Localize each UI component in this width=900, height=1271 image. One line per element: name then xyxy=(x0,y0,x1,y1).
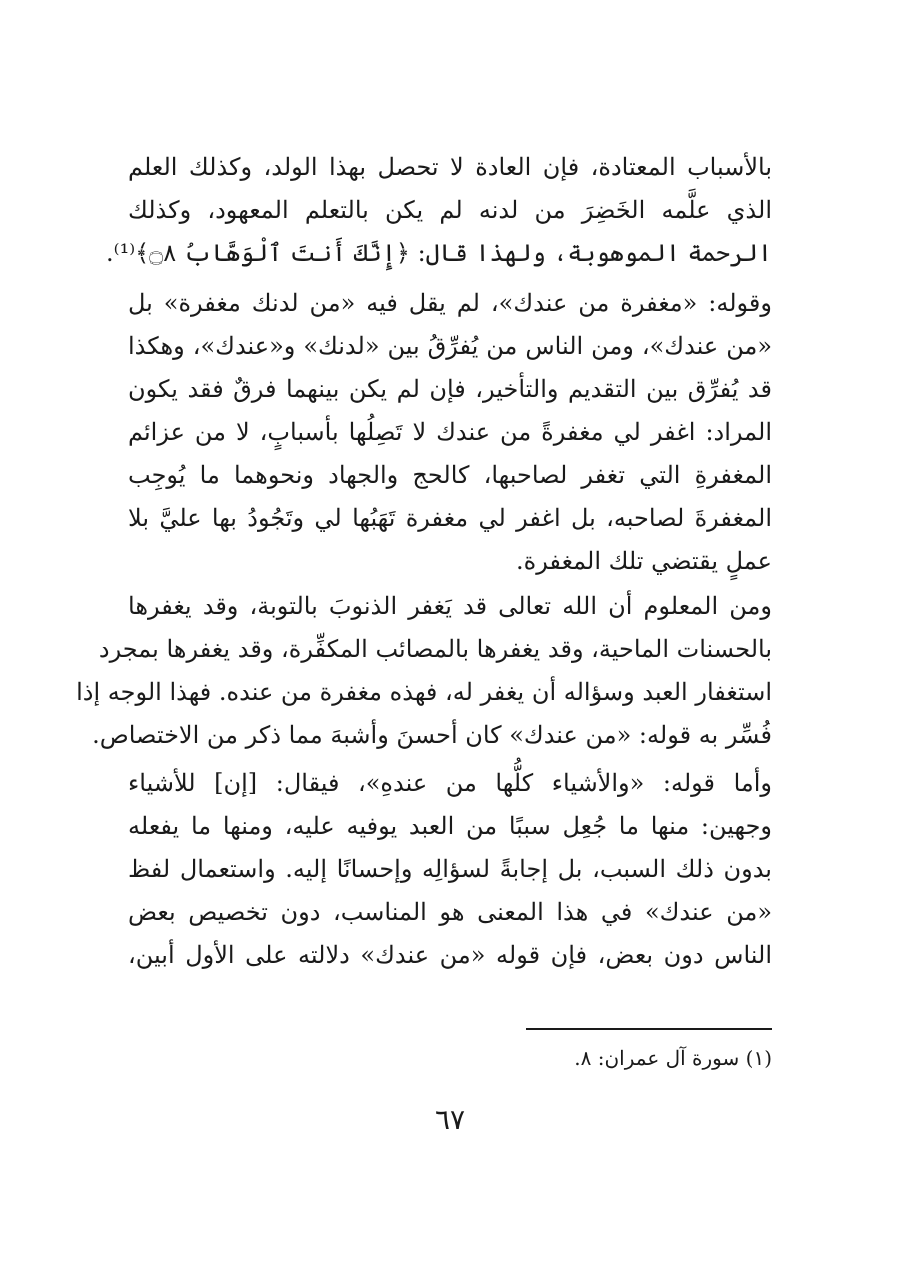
paragraph-4 xyxy=(128,762,772,977)
text-line: عملٍ يقتضي تلك المغفرة. xyxy=(515,547,772,575)
text-line: المغفرةَ لصاحبه، بل اغفر لي مغفرة تَهَبُها لي وتَجُودُ بها عليَّ بلا xyxy=(128,504,772,532)
text-line: «من عندك»، ومن الناس من يُفرِّقُ بين «لدنك» و«عندك»، وهكذا xyxy=(128,332,772,360)
text-line: وقوله: «مغفرة من عندك»، لم يقل فيه «من لدنك مغفرة» بل xyxy=(128,289,772,317)
text-line: فُسِّر به قوله: «من عندك» كان أحسنَ وأشبهَ مما ذكر من الاختصاص. xyxy=(92,721,772,749)
paragraph-1 xyxy=(106,146,773,275)
text-line: «من عندك» في هذا المعنى هو المناسب، دون تخصيص بعض xyxy=(128,898,773,926)
text-line: استغفار العبد وسؤاله أن يغفر له، فهذه مغفرة من عنده. فهذا الوجه إذا xyxy=(76,678,772,706)
text-line: وأما قوله: «والأشياء كلُّها من عندهِ»، فيقال: [إن] للأشياء xyxy=(128,769,772,797)
text-line: وجهين: منها ما جُعِل سببًا من العبد يوفيه عليه، ومنها ما يفعله xyxy=(128,812,772,840)
text-line: قد يُفرِّق بين التقديم والتأخير، فإن لم يكن بينهما فرقٌ فقد يكون xyxy=(128,375,772,403)
text-line: بالحسنات الماحية، وقد يغفرها بالمصائب المكفِّرة، وقد يغفرها بمجرد xyxy=(98,635,772,663)
text-line: المغفرةِ التي تغفر لصاحبها، كالحج والجهاد ونحوهما ما يُوجِب xyxy=(128,461,772,489)
paragraph-2 xyxy=(128,282,772,583)
text-line: ومن المعلوم أن الله تعالى قد يَغفر الذنوبَ بالتوبة، وقد يغفرها xyxy=(128,592,772,620)
text-line: الذي علَّمه الخَضِرَ من لدنه لم يكن بالتعلم المعهود، وكذلك xyxy=(128,196,772,224)
text-line: بالأسباب المعتادة، فإن العادة لا تحصل بهذا الولد، وكذلك العلم xyxy=(128,153,773,181)
text-line: بدون ذلك السبب، بل إجابةً لسؤالِه وإحسانًا إليه. واستعمال لفظ xyxy=(128,855,772,883)
paragraph-3 xyxy=(76,585,772,757)
text-line: الرحمة الموهوبة، ولهذا قال: ﴿إِنَّكَ أَنتَ ٱلْوَهَّابُ ۝٨﴾⁽¹⁾. xyxy=(106,239,772,267)
footnote: (١) سورة آل عمران: ٨. xyxy=(574,1046,772,1070)
page-number: ٦٧ xyxy=(434,1103,466,1136)
text-line: الناس دون بعض، فإن قوله «من عندك» دلالته على الأول أبين، xyxy=(128,941,772,969)
text-line: المراد: اغفر لي مغفرةً من عندك لا تَصِلُها بأسبابٍ، لا من عزائم xyxy=(128,418,772,446)
footnote-divider xyxy=(526,1028,772,1030)
